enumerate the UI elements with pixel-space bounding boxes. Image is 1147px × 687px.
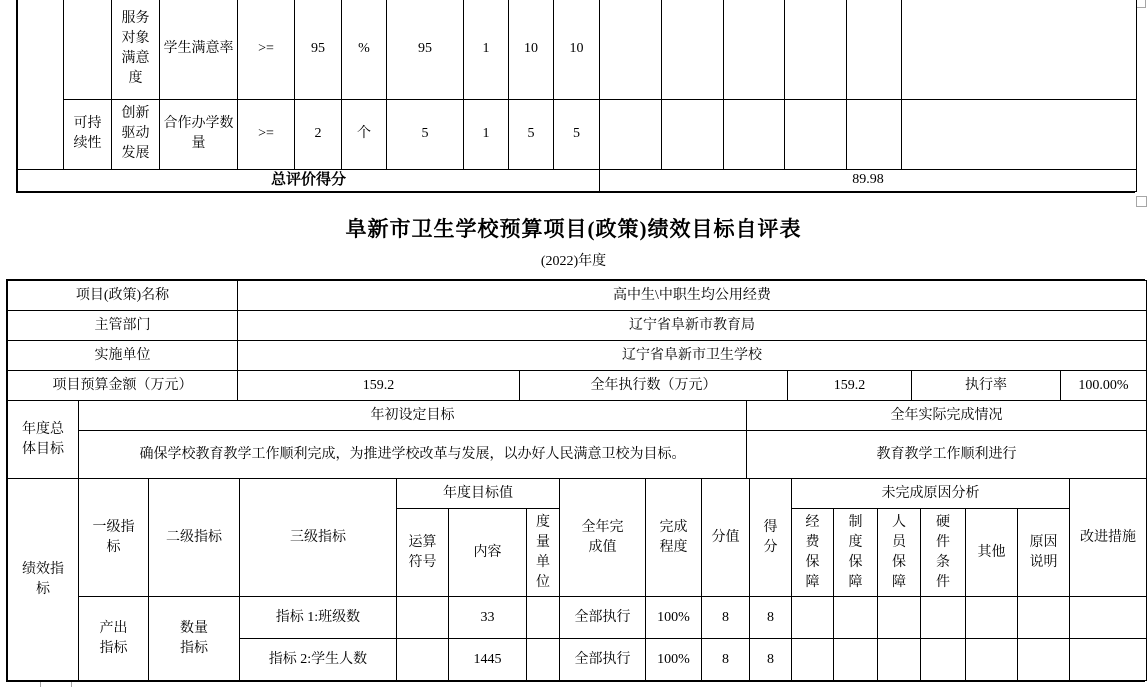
header-level2: 二级指标 <box>149 479 240 597</box>
department-label: 主管部门 <box>8 311 238 341</box>
project-name-label: 项目(政策)名称 <box>8 281 238 311</box>
row-points: 8 <box>702 597 750 639</box>
row-level3: 指标 2:学生人数 <box>240 639 397 681</box>
header-operator: 运算符号 <box>408 534 437 570</box>
row-hardware <box>921 639 966 681</box>
row-score: 8 <box>750 639 792 681</box>
header-degree-cell <box>646 479 702 597</box>
project-name-value: 高中生\中职生均公用经费 <box>238 281 1147 311</box>
level2-label: 服务对象满意度 <box>121 11 150 87</box>
annual-goal-label: 年度总体目标 <box>22 421 64 457</box>
completed-cell: 95 <box>387 0 464 99</box>
row-level3: 指标 1:班级数 <box>240 597 397 639</box>
score-cell: 5 <box>554 99 600 169</box>
row-degree: 100% <box>646 639 702 681</box>
empty-cell <box>785 99 847 169</box>
department-value: 辽宁省阜新市教育局 <box>238 311 1147 341</box>
level2-cell <box>112 0 160 99</box>
page-subtitle: (2022)年度 <box>540 254 607 269</box>
header-institution: 制度保障 <box>848 514 863 590</box>
actual-completion-header: 全年实际完成情况 <box>747 401 1147 431</box>
empty-cell <box>847 0 902 99</box>
target-cell: 2 <box>295 99 342 169</box>
row-content: 1445 <box>449 639 527 681</box>
perf-col-continuation-cell <box>18 0 64 169</box>
row-unit <box>527 597 560 639</box>
header-score: 得分 <box>763 519 778 555</box>
row-content: 33 <box>449 597 527 639</box>
self-evaluation-table <box>6 279 1145 682</box>
unit-cell: % <box>342 0 387 99</box>
perf-section-label: 绩效指标 <box>22 561 64 597</box>
performance-indicator-section <box>7 478 1147 681</box>
header-improvement: 改进措施 <box>1070 479 1147 597</box>
unit-cell: 个 <box>342 99 387 169</box>
empty-cell <box>724 0 785 99</box>
operator-cell: >= <box>238 99 295 169</box>
table-handle-top-right[interactable] <box>1136 0 1146 8</box>
row-completed: 全部执行 <box>560 639 646 681</box>
empty-cell <box>902 99 1137 169</box>
row-unit <box>527 639 560 681</box>
actual-completion-text: 教育教学工作顺利进行 <box>747 431 1147 479</box>
header-unit-cell <box>527 509 560 597</box>
header-level1-cell <box>79 479 149 597</box>
budget-label: 项目预算金额（万元） <box>8 371 238 401</box>
row-score: 8 <box>750 597 792 639</box>
empty-cell <box>600 0 662 99</box>
row-personnel <box>878 639 921 681</box>
rate-label: 执行率 <box>912 371 1061 401</box>
row-hardware <box>921 597 966 639</box>
weight-cell: 1 <box>464 0 509 99</box>
header-completed: 全年完成值 <box>581 519 624 555</box>
header-content: 内容 <box>449 509 527 597</box>
row-level2-cell <box>149 597 240 681</box>
row-reason <box>1018 639 1070 681</box>
empty-cell <box>724 99 785 169</box>
indicator-cell: 学生满意率 <box>160 0 238 99</box>
empty-cell <box>847 99 902 169</box>
header-hardware-cell <box>921 509 966 597</box>
score-cell: 10 <box>554 0 600 99</box>
header-annual-target: 年度目标值 <box>397 479 560 509</box>
row-fund <box>792 639 834 681</box>
impl-unit-label: 实施单位 <box>8 341 238 371</box>
total-score-label: 总评价得分 <box>18 169 600 191</box>
row-reason <box>1018 597 1070 639</box>
empty-cell <box>662 99 724 169</box>
empty-cell <box>600 99 662 169</box>
header-hardware: 硬件条件 <box>936 514 951 590</box>
row-level1-cell <box>79 597 149 681</box>
row-institution <box>834 639 878 681</box>
level2-label: 创新驱动发展 <box>121 106 150 161</box>
initial-goal-header: 年初设定目标 <box>79 401 747 431</box>
budget-value: 159.2 <box>238 371 520 401</box>
header-reason: 原因说明 <box>1029 534 1058 570</box>
header-reason-cell <box>1018 509 1070 597</box>
annual-goal-label-cell <box>8 401 79 479</box>
points-cell: 5 <box>509 99 554 169</box>
header-level1: 一级指标 <box>92 519 135 555</box>
total-score-value: 89.98 <box>600 169 1137 191</box>
level1-cell <box>64 99 112 169</box>
row-other <box>966 639 1018 681</box>
row-completed: 全部执行 <box>560 597 646 639</box>
level2-cell <box>112 99 160 169</box>
header-points: 分值 <box>702 479 750 597</box>
points-cell: 10 <box>509 0 554 99</box>
impl-unit-value: 辽宁省阜新市卫生学校 <box>238 341 1147 371</box>
empty-cell <box>662 0 724 99</box>
header-other: 其他 <box>966 509 1018 597</box>
header-fund-cell <box>792 509 834 597</box>
header-level3: 三级指标 <box>240 479 397 597</box>
row-improvement <box>1070 639 1147 681</box>
row-level1: 产出指标 <box>99 620 128 656</box>
target-cell: 95 <box>295 0 342 99</box>
indicator-label: 合作办学数量 <box>163 116 234 151</box>
header-completed-cell <box>560 479 646 597</box>
executed-value: 159.2 <box>788 371 912 401</box>
completed-cell: 5 <box>387 99 464 169</box>
header-degree: 完成程度 <box>659 519 688 555</box>
row-points: 8 <box>702 639 750 681</box>
score-summary-table <box>16 0 1135 193</box>
empty-cell <box>785 0 847 99</box>
table-resize-handle[interactable] <box>1136 196 1147 207</box>
row-operator <box>397 639 449 681</box>
perf-section-label-cell <box>8 479 79 681</box>
level1-empty-cell <box>64 0 112 99</box>
indicator-cell <box>160 99 238 169</box>
row-fund <box>792 597 834 639</box>
row-operator <box>397 597 449 639</box>
rate-value: 100.00% <box>1061 371 1147 401</box>
executed-label: 全年执行数（万元） <box>520 371 788 401</box>
page-title: 阜新市卫生学校预算项目(政策)绩效目标自评表 <box>345 217 802 241</box>
header-score-cell <box>750 479 792 597</box>
header-personnel: 人员保障 <box>892 514 907 590</box>
budget-section <box>7 370 1147 401</box>
weight-cell: 1 <box>464 99 509 169</box>
row-institution <box>834 597 878 639</box>
operator-cell: >= <box>238 0 295 99</box>
header-unit: 度量单位 <box>536 514 550 590</box>
header-fund: 经费保障 <box>805 514 820 590</box>
row-degree: 100% <box>646 597 702 639</box>
empty-cell <box>902 0 1137 99</box>
indicator-row <box>8 597 1147 639</box>
annual-goal-section <box>7 400 1147 479</box>
row-level2: 数量指标 <box>180 620 208 656</box>
header-personnel-cell <box>878 509 921 597</box>
initial-goal-text: 确保学校教育教学工作顺利完成，为推进学校改革与发展，以办好人民满意卫校为目标。 <box>79 431 747 479</box>
row-other <box>966 597 1018 639</box>
header-institution-cell <box>834 509 878 597</box>
project-info-section <box>7 280 1147 371</box>
level1-label: 可持续性 <box>73 116 102 151</box>
row-improvement <box>1070 597 1147 639</box>
header-operator-cell <box>397 509 449 597</box>
row-personnel <box>878 597 921 639</box>
header-incomplete-analysis: 未完成原因分析 <box>792 479 1070 509</box>
